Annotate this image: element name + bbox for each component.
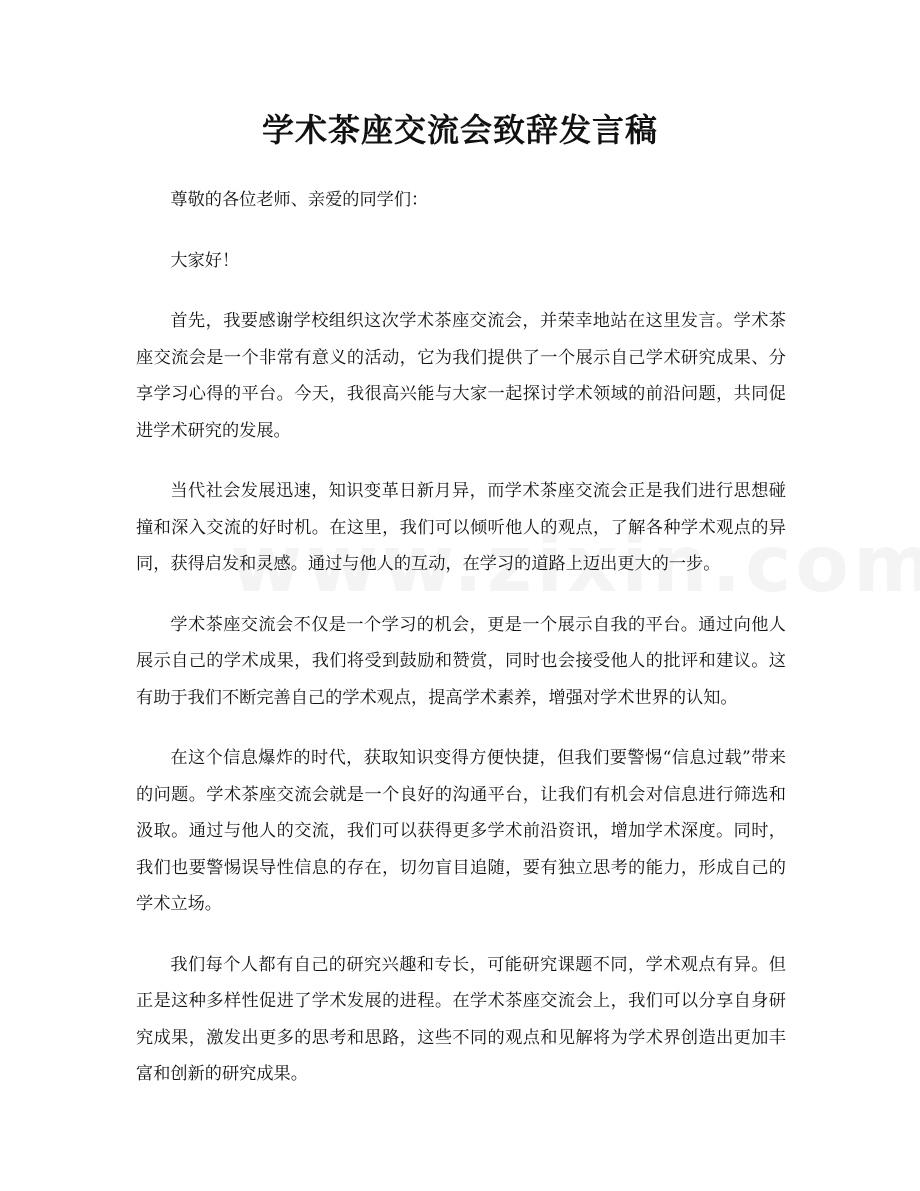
paragraph: 当代社会发展迅速，知识变革日新月异，而学术茶座交流会正是我们进行思想碰撞和深入交流的好时机。在这里，我们可以倾听他人的观点，了解各种学术观点的异同，获得启发和灵感。通过与他人的互动，在学习的道路上迈出更大的一步。	[136, 481, 786, 574]
paragraph: 我们每个人都有自己的研究兴趣和专长，可能研究课题不同，学术观点有异。但正是这种多样性促进了学术发展的进程。在学术茶座交流会上，我们可以分享自身研究成果，激发出更多的思考和思路，这些不同的观点和见解将为学术界创造出更加丰富和创新的研究成果。	[136, 954, 786, 1084]
paragraph: 在这个信息爆炸的时代，获取知识变得方便快捷，但我们要警惕“信息过载”带来的问题。学术茶座交流会就是一个良好的沟通平台，让我们有机会对信息进行筛选和汲取。通过与他人的交流，我们可以获得更多学术前沿资讯，增加学术深度。同时，我们也要警惕误导性信息的存在，切勿盲目追随，要有独立思考的能力，形成自己的学术立场。	[136, 748, 786, 914]
greeting: 大家好！	[170, 250, 240, 271]
document-body	[136, 182, 786, 1117]
salutation: 尊敬的各位老师、亲爱的同学们：	[170, 190, 429, 210]
paragraph: 首先，我要感谢学校组织这次学术茶座交流会，并荣幸地站在这里发言。学术茶座交流会是一个非常有意义的活动，它为我们提供了一个展示自己学术研究成果、分享学习心得的平台。今天，我很高兴能与大家一起探讨学术领域的前沿问题，共同促进学术研究的发展。	[136, 311, 786, 441]
paragraph: 学术茶座交流会不仅是一个学习的机会，更是一个展示自我的平台。通过向他人展示自己的学术成果，我们将受到鼓励和赞赏，同时也会接受他人的批评和建议。这有助于我们不断完善自己的学术观点，提高学术素养，增强对学术世界的认知。	[136, 614, 786, 708]
document-title: 学术茶座交流会致辞发言稿	[261, 111, 658, 149]
